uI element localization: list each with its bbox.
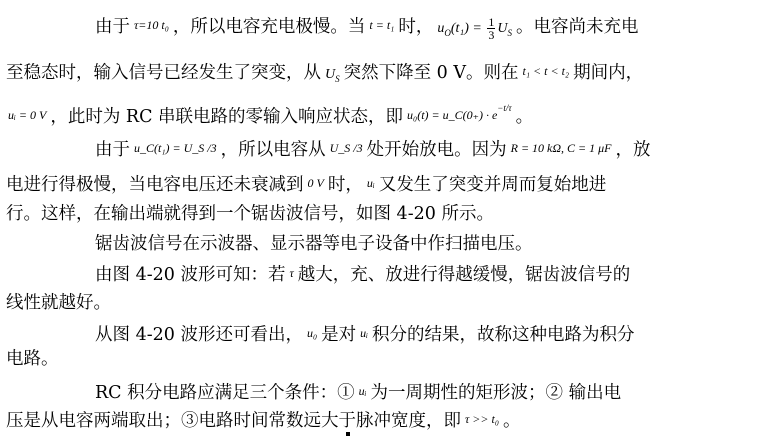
- p1-l2-text3: 期间内，: [573, 63, 644, 83]
- p6-l1-formula-ui: uᵢ: [358, 384, 367, 398]
- p3-line1: [95, 231, 533, 257]
- p2-l2-text1: 电进行得极慢，当电容电压还未衰减到: [6, 175, 304, 195]
- p2-l1-text2: ，所以电容从: [220, 140, 326, 160]
- p4-l1-text2: 越大，充、放进行得越缓慢，锯齿波信号的: [297, 265, 631, 285]
- p1-l1-text3: 时，: [398, 17, 434, 37]
- p2-l3-text1: 行。这样，在输出端就得到一个锯齿波信号，如图 4-20 所示。: [6, 204, 494, 224]
- p1-l1-text1: 由于: [95, 17, 130, 37]
- p2-l1-text4: ，放: [615, 140, 651, 160]
- p2-l1-text3: 处开始放电。因为: [366, 140, 507, 160]
- p1-l1-text4: 。电容尚未充电: [516, 17, 639, 37]
- p6-l1-text1: RC 积分电路应满足三个条件：①: [95, 383, 355, 403]
- p4-line1: [95, 260, 630, 286]
- p1-l2-formula-us: $U_S$: [325, 67, 340, 84]
- p1-l2-text1: 至稳态时，输入信号已经发生了突变，从: [6, 63, 321, 83]
- p5-line1: [95, 320, 635, 346]
- p3-l1-text1: 锯齿波信号在示波器、显示器等电子设备中作扫描电压。: [95, 234, 533, 254]
- p2-l2-text2: 时，: [327, 175, 363, 195]
- p4-l2-text1: 线性就越好。: [6, 293, 111, 313]
- scan-mark: [346, 432, 350, 436]
- p4-l1-text1: 由图 4-20 波形可知：若: [95, 265, 286, 285]
- p1-line3: [4, 95, 534, 127]
- p1-line2: [6, 58, 643, 84]
- p5-l1-formula-ui: uᵢ: [360, 326, 369, 340]
- p2-l1-formula-rc: R = 10 kΩ, C = 1 μF: [510, 141, 612, 155]
- p4-line2: [6, 290, 111, 316]
- p2-l2-formula-ui: uᵢ: [366, 176, 375, 190]
- p1-l1-formula-t: t = t₁: [369, 18, 395, 32]
- p2-l2-formula-0v: 0 V: [307, 176, 324, 190]
- p5-line2: [6, 346, 59, 372]
- p5-l1-text2: 是对: [321, 325, 357, 345]
- p2-l1-formula-uc: u_C(t₁) = U_S /3: [134, 141, 217, 155]
- p2-l1-formula-us3: U_S /3: [329, 141, 363, 155]
- p2-line2: [6, 170, 606, 196]
- p1-line1: [95, 12, 639, 43]
- p6-line2: [6, 406, 521, 432]
- p2-l1-text1: 由于: [95, 140, 130, 160]
- p1-l1-formula-tau: τ=10 t₀: [134, 18, 169, 32]
- p1-l1-text2: ，所以电容充电极慢。当: [172, 17, 366, 37]
- p1-l2-text2: 突然下降至 0 V。则在: [343, 63, 519, 83]
- p6-l2-text2: 。: [503, 411, 521, 431]
- p1-l3-text1: ，此时为 RC 串联电路的零输入响应状态，即: [50, 107, 404, 127]
- fraction-one-third: $\frac{1}{3}$: [488, 15, 495, 43]
- p6-l2-text1: 压是从电容两端取出；③电路时间常数远大于脉冲宽度，即: [6, 411, 461, 431]
- p1-l3-text2: 。: [515, 107, 534, 127]
- p6-line1: [95, 378, 621, 404]
- p1-l2-formula-interval: t₁ < t < t₂: [522, 64, 570, 78]
- p5-l1-text1: 从图 4-20 波形还可看出，: [95, 325, 303, 345]
- p6-l1-text2: 为一周期性的矩形波；② 输出电: [370, 383, 622, 403]
- p2-line1: [95, 135, 651, 161]
- p5-l1-formula-uo: u₀: [306, 326, 318, 340]
- p2-line3: [6, 201, 494, 227]
- p5-l1-text3: 积分的结果，故称这种电路为积分: [372, 325, 635, 345]
- p4-l1-formula-tau: τ: [289, 266, 294, 280]
- p1-l3-formula-decay: u₀(t) = u_C(0₊) · $e^{-t/\tau}$: [407, 103, 512, 122]
- p1-l3-formula-ui: uᵢ = 0 V: [8, 108, 47, 122]
- p5-l2-text1: 电路。: [6, 349, 59, 369]
- p6-l2-formula-condition: τ >> t₀: [465, 412, 499, 426]
- p1-l1-formula-uo: $u_O(t_1)$ = $\frac{1}{3}$ $U_S$: [437, 15, 512, 43]
- p2-l2-text3: 又发生了突变并周而复始地进: [378, 175, 607, 195]
